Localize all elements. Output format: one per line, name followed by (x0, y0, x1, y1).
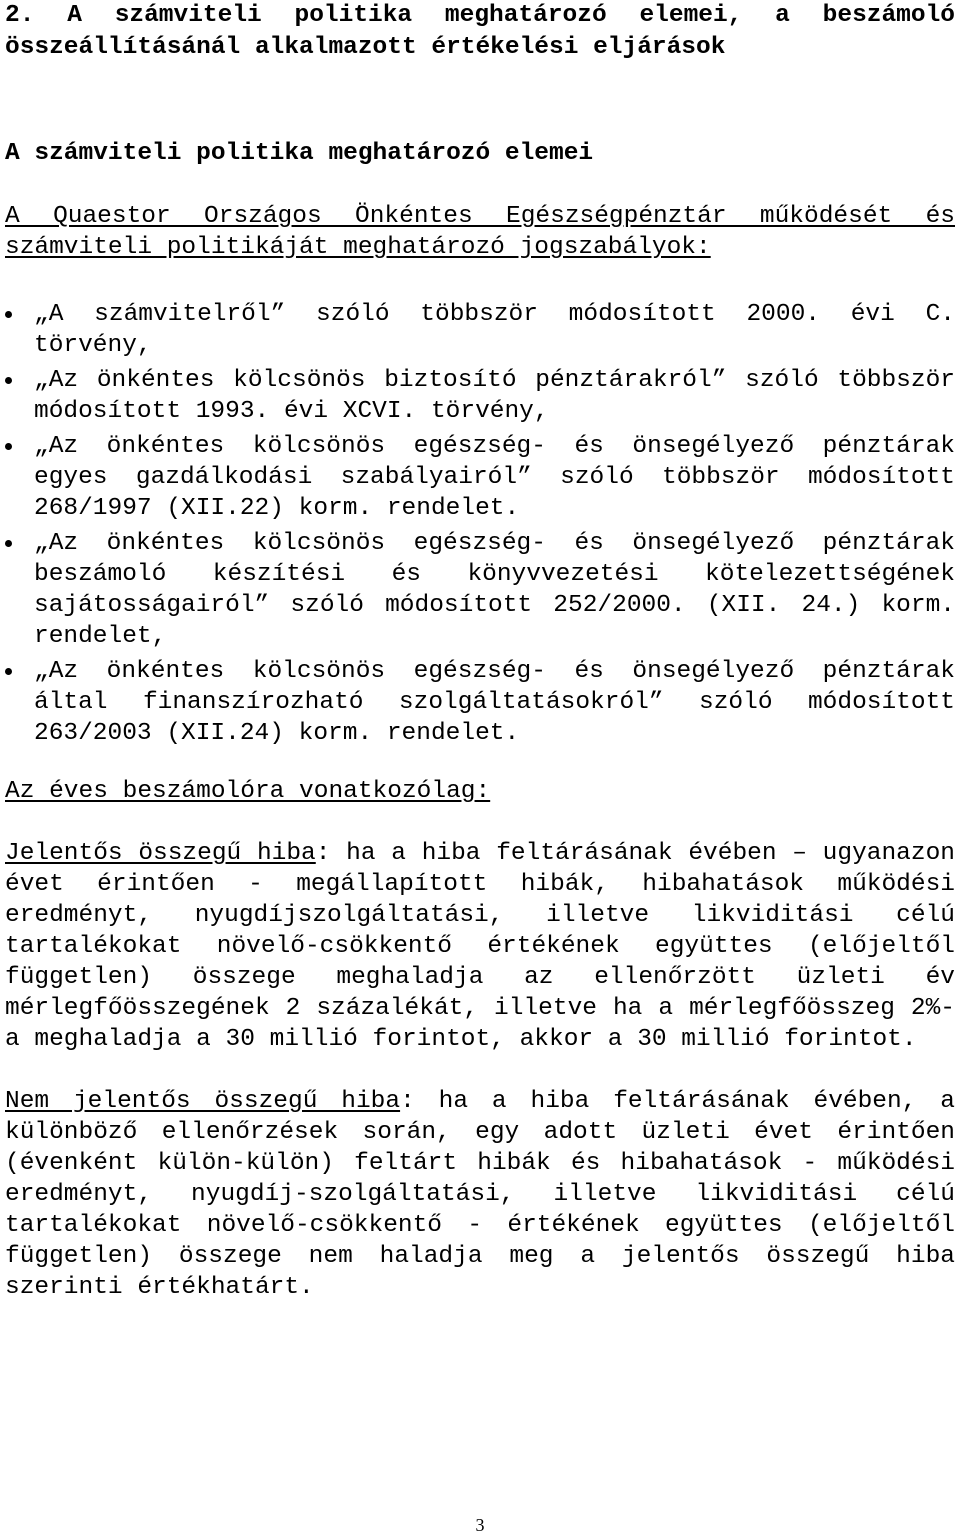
significant-error-paragraph (5, 838, 955, 1055)
significant-error-term: Jelentős összegű hiba (5, 840, 316, 867)
non-significant-error-term: Nem jelentős összegű hiba (5, 1088, 401, 1115)
legislation-intro: A Quaestor Országos Önkéntes Egészségpénztár működését és számviteli politikáját meghatározó jogszabályok: (5, 203, 955, 261)
document-page (5, 0, 955, 1303)
annual-report-title-text: Az éves beszámolóra vonatkozólag: (5, 778, 491, 805)
bullet-icon (5, 540, 12, 547)
law-text: „Az önkéntes kölcsönös biztosító pénztárakról” szóló többször módosított 1993. évi XCVI. törvény, (34, 367, 955, 425)
chapter-heading: 2. A számviteli politika meghatározó elemei, a beszámoló összeállításánál alkalmazott értékelési eljárások (5, 2, 955, 61)
legislation-list (5, 299, 955, 749)
list-item (5, 656, 955, 749)
bullet-icon (5, 311, 12, 318)
bullet-icon (5, 668, 12, 675)
list-item (5, 365, 955, 427)
list-item (5, 431, 955, 524)
significant-error-definition: : ha a hiba feltárásának évében – ugyanazon évet érintően - megállapított hibák, hibahatások működési eredményt, nyugdíjszolgáltatási, illetve likviditási célú tartalékokat növelő-csökkentő értékének együttes (előjeltől független) összege meghaladja az ellenőrzött üzleti év mérlegfőösszegének 2 százalékát, illetve ha a mérlegfőösszeg 2%-a meghaladja a 30 millió forintot, akkor a 30 millió forintot. (5, 840, 955, 1053)
law-text: „Az önkéntes kölcsönös egészség- és önsegélyező pénztárak beszámoló készítési és könyvvezetési kötelezettségének sajátosságairól” szóló módosított 252/2000. (XII. 24.) korm. rendelet, (34, 530, 955, 650)
page-number: 3 (475, 1515, 485, 1535)
non-significant-error-definition: : ha a hiba feltárásának évében, a különböző ellenőrzések során, egy adott üzleti évet érintően (évenként külön-külön) feltárt hibák és hibahatások - működési eredményt, nyugdíj-szolgáltatási, illetve likviditási célú tartalékokat növelő-csökkentő - értékének együttes (előjeltől független) összege nem haladja meg a jelentős összegű hiba szerinti értékhatárt. (5, 1088, 955, 1301)
list-item (5, 528, 955, 652)
section-subheading: A számviteli politika meghatározó elemei (5, 140, 594, 167)
non-significant-error-paragraph (5, 1086, 955, 1303)
law-text: „Az önkéntes kölcsönös egészség- és önsegélyező pénztárak egyes gazdálkodási szabályairól” szóló többször módosított 268/1997 (XII.22) korm. rendelet. (34, 433, 955, 522)
list-item (5, 299, 955, 361)
bullet-icon (5, 377, 12, 384)
annual-report-title (5, 776, 955, 807)
law-text: „A számvitelről” szóló többször módosított 2000. évi C. törvény, (34, 301, 955, 359)
bullet-icon (5, 443, 12, 450)
law-text: „Az önkéntes kölcsönös egészség- és önsegélyező pénztárak által finanszírozható szolgáltatásokról” szóló módosított 263/2003 (XII.24) korm. rendelet. (34, 658, 955, 747)
